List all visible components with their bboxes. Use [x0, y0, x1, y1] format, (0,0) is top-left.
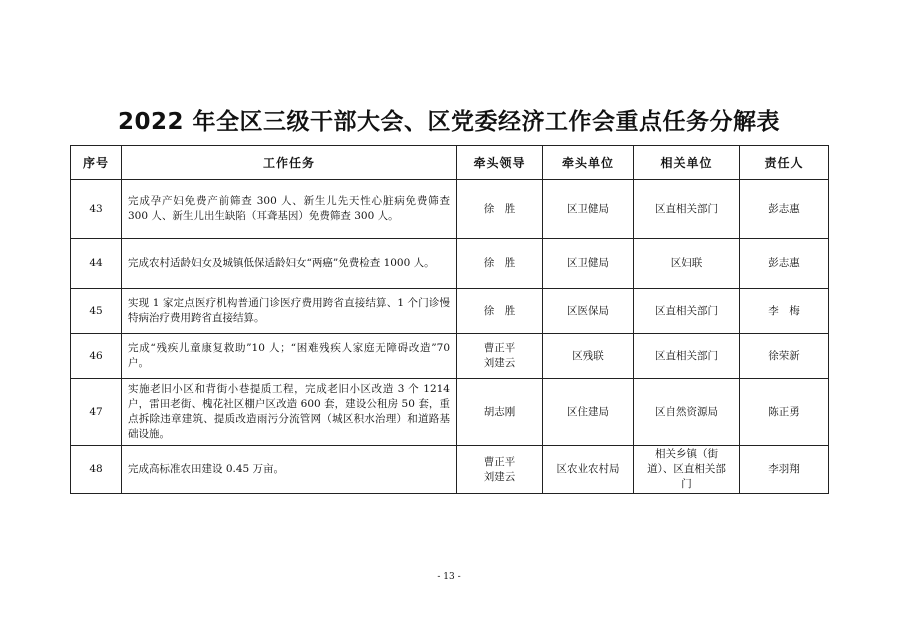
cell-task: 实现 1 家定点医疗机构普通门诊医疗费用跨省直接结算、1 个门诊慢特病治疗费用跨省直接结算。 — [122, 289, 457, 334]
cell-unit: 区住建局 — [543, 379, 634, 446]
cell-unit: 区医保局 — [543, 289, 634, 334]
cell-person: 李羽翔 — [740, 446, 829, 494]
header-no: 序号 — [71, 146, 122, 180]
cell-leader: 徐 胜 — [457, 239, 543, 289]
cell-related: 区妇联 — [634, 239, 740, 289]
cell-leader — [457, 334, 543, 379]
cell-no: 44 — [71, 239, 122, 289]
cell-leader — [457, 446, 543, 494]
header-task: 工作任务 — [122, 146, 457, 180]
cell-no: 45 — [71, 289, 122, 334]
leader-names: 曹正平 刘建云 — [483, 342, 516, 369]
cell-person: 彭志惠 — [740, 180, 829, 239]
table-row — [71, 446, 829, 494]
header-leader: 牵头领导 — [457, 146, 543, 180]
cell-leader: 胡志刚 — [457, 379, 543, 446]
cell-task: 完成“残疾儿童康复救助”10 人；“困难残疾人家庭无障碍改造”70 户。 — [122, 334, 457, 379]
task-table — [70, 145, 829, 494]
cell-unit: 区卫健局 — [543, 180, 634, 239]
page-number: - 13 - — [437, 572, 461, 582]
cell-no: 43 — [71, 180, 122, 239]
table-row — [71, 180, 829, 239]
table-row — [71, 334, 829, 379]
cell-person: 彭志惠 — [740, 239, 829, 289]
cell-person: 李 梅 — [740, 289, 829, 334]
cell-unit: 区残联 — [543, 334, 634, 379]
cell-no: 46 — [71, 334, 122, 379]
cell-leader: 徐 胜 — [457, 289, 543, 334]
header-person: 责任人 — [740, 146, 829, 180]
cell-related: 区直相关部门 — [634, 289, 740, 334]
cell-task: 完成高标准农田建设 0.45 万亩。 — [122, 446, 457, 494]
cell-no: 48 — [71, 446, 122, 494]
cell-related: 区直相关部门 — [634, 334, 740, 379]
table-row — [71, 239, 829, 289]
cell-unit: 区卫健局 — [543, 239, 634, 289]
cell-task: 完成孕产妇免费产前筛查 300 人、新生儿先天性心脏病免费筛查 300 人、新生儿出生缺陷（耳聋基因）免费筛查 300 人。 — [122, 180, 457, 239]
cell-related: 相关乡镇（街道）、区直相关部门 — [634, 446, 740, 494]
cell-task: 实施老旧小区和背街小巷提质工程，完成老旧小区改造 3 个 1214 户，雷田老街、槐花社区棚户区改造 600 套，建设公租房 50 套，重点拆除违章建筑、提质改造雨污分流管网（城区积水治理）和道路基础设施。 — [122, 379, 457, 446]
leader-names: 曹正平 刘建云 — [483, 455, 516, 483]
cell-related: 区自然资源局 — [634, 379, 740, 446]
table-row — [71, 289, 829, 334]
header-unit: 牵头单位 — [543, 146, 634, 180]
cell-no: 47 — [71, 379, 122, 446]
cell-related: 区直相关部门 — [634, 180, 740, 239]
table-header-row — [71, 146, 829, 180]
page-title: 2022 年全区三级干部大会、区党委经济工作会重点任务分解表 — [117, 109, 781, 135]
table-row — [71, 379, 829, 446]
cell-person: 陈正勇 — [740, 379, 829, 446]
cell-task: 完成农村适龄妇女及城镇低保适龄妇女“两癌”免费检查 1000 人。 — [122, 239, 457, 289]
cell-unit: 区农业农村局 — [543, 446, 634, 494]
cell-leader: 徐 胜 — [457, 180, 543, 239]
header-related: 相关单位 — [634, 146, 740, 180]
cell-person: 徐荣新 — [740, 334, 829, 379]
